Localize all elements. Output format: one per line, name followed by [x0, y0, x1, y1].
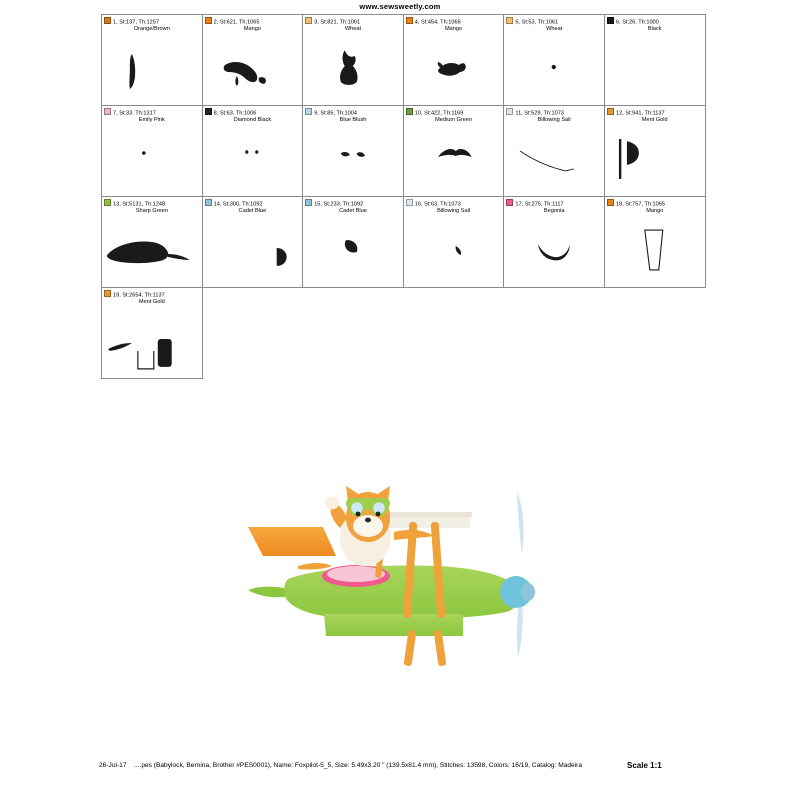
color-block-name: Medium Green	[435, 117, 473, 123]
color-block-name: Orange/Brown	[133, 26, 170, 32]
design-preview	[228, 470, 573, 685]
color-block-name: Diamond Black	[233, 117, 272, 123]
stitch-preview	[605, 214, 705, 286]
color-block-cell[interactable]	[102, 197, 203, 288]
stitch-preview	[303, 32, 403, 104]
color-block-cell[interactable]	[504, 197, 605, 288]
color-block-stats: 5, St:53, Th:1061	[515, 19, 559, 26]
color-swatch	[607, 199, 614, 206]
color-block-cell[interactable]	[303, 15, 404, 106]
stitch-preview	[504, 214, 604, 286]
color-block-cell[interactable]	[403, 197, 504, 288]
color-block-header	[303, 15, 403, 27]
color-block-cell[interactable]	[102, 106, 203, 197]
color-block-header	[203, 197, 303, 209]
grid-row	[102, 288, 706, 379]
color-block-stats: 2, St:621, Th:1065	[213, 19, 260, 26]
color-block-stats: 3, St:821, Th:1061	[314, 19, 361, 26]
color-block-name: Ment Gold	[641, 117, 668, 123]
grid-empty-cell	[604, 288, 705, 379]
color-block-cell[interactable]	[303, 197, 404, 288]
stitch-preview	[605, 32, 705, 104]
stitch-preview	[303, 123, 403, 195]
color-swatch	[205, 199, 212, 206]
color-block-cell[interactable]	[202, 106, 303, 197]
color-swatch	[506, 108, 513, 115]
color-block-header	[504, 15, 604, 27]
color-block-name: Mango	[646, 208, 664, 214]
color-block-header	[102, 197, 202, 209]
color-block-cell[interactable]	[504, 15, 605, 106]
grid-row	[102, 197, 706, 288]
color-block-header	[102, 288, 202, 300]
grid-empty-cell	[202, 288, 303, 379]
site-url: www.sewsweetly.com	[359, 2, 441, 11]
color-block-header	[102, 106, 202, 118]
color-swatch	[406, 199, 413, 206]
color-block-header	[504, 197, 604, 209]
color-swatch	[205, 108, 212, 115]
color-block-stats: 8, St:63, Th:1006	[213, 110, 257, 117]
color-block-name: Cadet Blue	[339, 208, 367, 214]
color-block-header	[404, 106, 504, 118]
color-block-cell[interactable]	[504, 106, 605, 197]
color-block-name: Wheat	[344, 26, 362, 32]
color-block-cell[interactable]	[102, 288, 203, 379]
color-block-name: Ment Gold	[138, 299, 165, 305]
color-block-name: Mango	[445, 26, 463, 32]
color-block-header	[303, 197, 403, 209]
color-swatch	[506, 199, 513, 206]
stitch-preview	[404, 32, 504, 104]
grid-empty-cell	[303, 288, 404, 379]
stitch-preview	[102, 123, 202, 195]
grid-empty-cell	[403, 288, 504, 379]
color-block-cell[interactable]	[403, 15, 504, 106]
color-swatch	[305, 17, 312, 24]
color-block-cell[interactable]	[604, 15, 705, 106]
color-block-name: Wheat	[546, 26, 563, 32]
color-block-header	[605, 106, 705, 118]
color-block-stats: 18, St:757, Th:1065	[615, 201, 666, 208]
color-block-stats: 13, St:5131, Th:1248	[113, 201, 166, 208]
color-block-stats: 1, St:137, Th:1257	[113, 19, 159, 26]
stitch-preview	[504, 123, 604, 195]
color-block-header	[102, 15, 202, 27]
color-block-name: Blue Blush	[339, 117, 367, 123]
color-swatch	[104, 108, 111, 115]
stitch-preview	[404, 123, 504, 195]
color-block-stats: 12, St:941, Th:1137	[615, 110, 665, 117]
stitch-preview	[504, 32, 604, 104]
color-block-stats: 10, St:422, Th:1169	[414, 110, 464, 117]
color-block-cell[interactable]	[202, 15, 303, 106]
color-block-name: Billowing Sail	[437, 208, 471, 214]
color-swatch	[205, 17, 212, 24]
color-block-stats: 7, St:33, Th:1317	[113, 110, 156, 117]
color-block-name: Billowing Sail	[537, 117, 571, 123]
color-block-header	[504, 106, 604, 118]
color-swatch	[506, 17, 513, 24]
color-block-name: Sharp Green	[135, 208, 168, 214]
color-block-header	[404, 197, 504, 209]
color-swatch	[607, 108, 614, 115]
color-block-stats: 17, St:275, Th:1117	[515, 201, 564, 208]
color-block-header	[203, 15, 303, 27]
grid-row	[102, 106, 706, 197]
footer-scale: Scale 1:1	[627, 761, 662, 770]
color-block-stats: 16, St:63, Th:1073	[414, 201, 461, 208]
color-block-cell[interactable]	[403, 106, 504, 197]
stitch-preview	[102, 32, 202, 104]
color-block-name: Begonia	[543, 208, 565, 214]
footer	[0, 762, 800, 780]
color-block-name: Mango	[243, 26, 261, 32]
color-block-cell[interactable]	[303, 106, 404, 197]
stitch-preview	[203, 214, 303, 286]
color-block-cell[interactable]	[604, 106, 705, 197]
footer-date: 26-Jul-17	[99, 762, 127, 769]
color-block-cell[interactable]	[202, 197, 303, 288]
color-block-stats: 9, St:85, Th:1004	[314, 110, 358, 117]
color-swatch	[104, 199, 111, 206]
color-swatch	[305, 108, 312, 115]
color-block-header	[605, 197, 705, 209]
color-block-grid	[101, 14, 706, 379]
color-block-header	[303, 106, 403, 118]
stitch-preview	[303, 214, 403, 286]
color-block-stats: 6, St:26, Th:1000	[615, 19, 659, 26]
color-block-stats: 19, St:2654, Th:1137	[113, 292, 165, 299]
stitch-preview	[102, 214, 202, 286]
stitch-preview	[102, 305, 202, 377]
stitch-preview	[203, 123, 303, 195]
color-block-stats: 14, St:300, Th:1092	[213, 201, 263, 208]
color-swatch	[406, 17, 413, 24]
grid-row	[102, 15, 706, 106]
color-block-cell[interactable]	[102, 15, 203, 106]
color-swatch	[104, 290, 111, 297]
stitch-preview	[605, 123, 705, 195]
color-block-stats: 15, St:233, Th:1092	[314, 201, 364, 208]
color-swatch	[104, 17, 111, 24]
color-block-stats: 11, St:529, Th:1073	[515, 110, 564, 117]
color-block-header	[605, 15, 705, 27]
grid-empty-cell	[504, 288, 605, 379]
color-block-name: Emily Pink	[138, 117, 165, 123]
color-swatch	[406, 108, 413, 115]
color-block-header	[203, 106, 303, 118]
color-swatch	[305, 199, 312, 206]
stitch-preview	[404, 214, 504, 286]
color-block-name: Cadet Blue	[238, 208, 267, 214]
color-block-cell[interactable]	[604, 197, 705, 288]
color-block-name: Black	[647, 26, 662, 32]
stitch-preview	[203, 32, 303, 104]
color-swatch	[607, 17, 614, 24]
color-block-stats: 4, St:454, Th:1065	[414, 19, 461, 26]
color-block-header	[404, 15, 504, 27]
footer-info: ....pes (Babylock, Bernina, Brother #PES0001), Name: Foxpilot-5_5, Size: 5.49x3.20 " (139.5x81.4 mm), Stitches: 13598, Colors: 16/19, Catalog: Madeira	[134, 762, 583, 769]
